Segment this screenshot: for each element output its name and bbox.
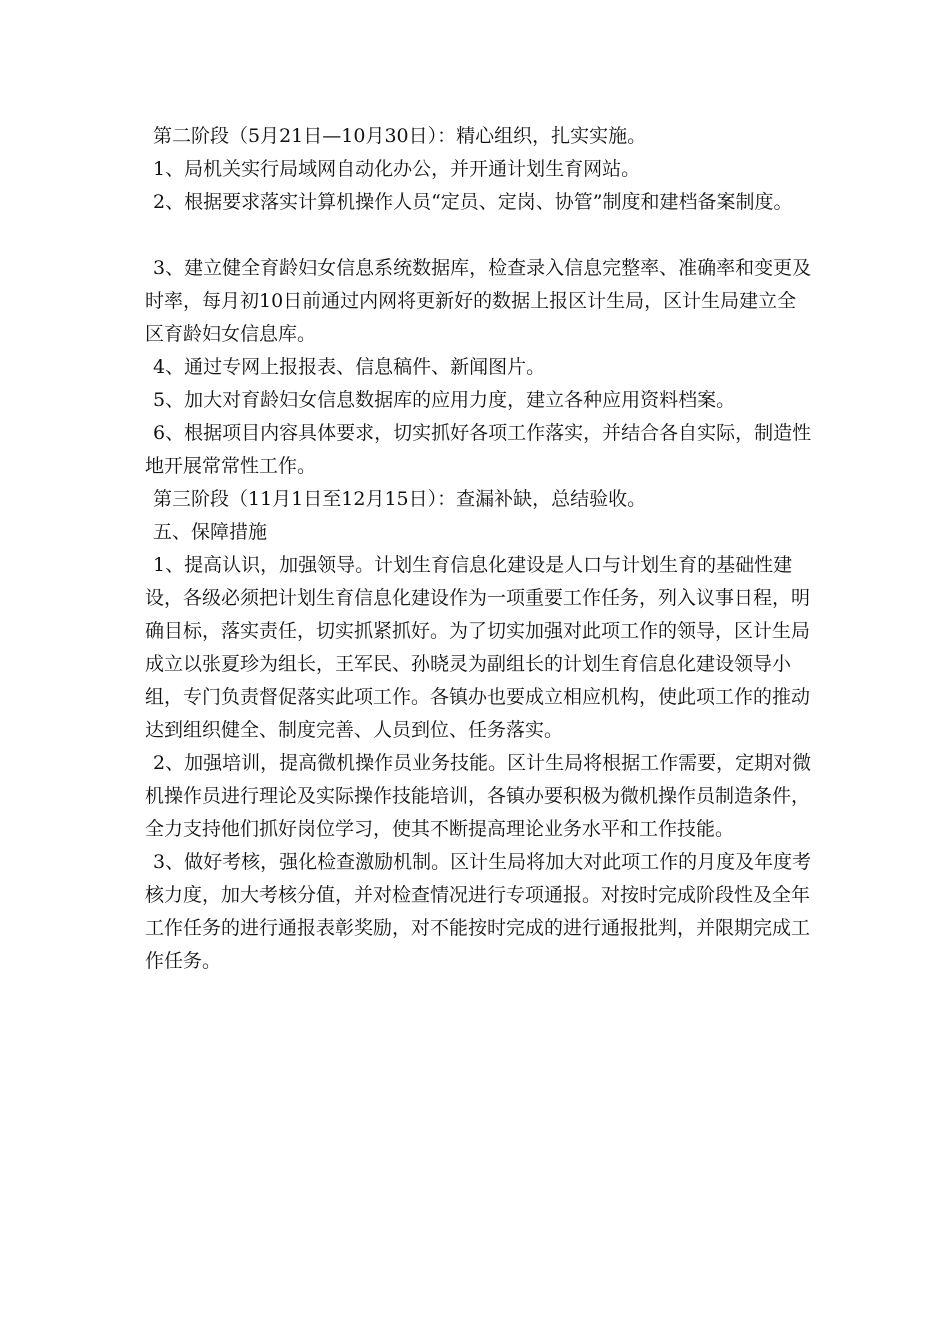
phase-three-heading: 第三阶段（11月1日至12月15日）：查漏补缺，总结验收。 <box>153 488 647 510</box>
list-item: 1、提高认识，加强领导。计划生育信息化建设是人口与计划生育的基础性建设，各级必须把计划生育信息化建设作为一项重要工作任务，列入议事日程，明确目标，落实责任，切实抓紧抓好。为了切实加强对此项工作的领导，区计生局成立以张夏珍为组长，王军民、孙晓灵为副组长的计划生育信息化建设领导小组，专门负责督促落实此项工作。各镇办也要成立相应机构，使此项工作的推动达到组织健全、制度完善、人员到位、任务落实。 <box>145 554 811 741</box>
list-item: 3、做好考核，强化检查激励机制。区计生局将加大对此项工作的月度及年度考核力度，加大考核分值，并对检查情况进行专项通报。对按时完成阶段性及全年工作任务的进行通报表彰奖励，对不能按时完成的进行通报批判，并限期完成工作任务。 <box>145 851 812 972</box>
list-item: 4、通过专网上报报表、信息稿件、新闻图片。 <box>153 356 546 378</box>
list-item: 1、局机关实行局域网自动化办公，并开通计划生育网站。 <box>153 158 641 180</box>
list-item: 5、加大对育龄妇女信息数据库的应用力度，建立各种应用资料档案。 <box>153 389 736 411</box>
list-item: 3、建立健全育龄妇女信息系统数据库，检查录入信息完整率、准确率和变更及时率，每月初10日前通过内网将更新好的数据上报区计生局，区计生局建立全区育龄妇女信息库。 <box>145 257 812 345</box>
list-item: 2、根据要求落实计算机操作人员“定员、定岗、协管”制度和建档备案制度。 <box>153 191 793 213</box>
document-body <box>145 120 815 978</box>
list-item: 2、加强培训，提高微机操作员业务技能。区计生局将根据工作需要，定期对微机操作员进行理论及实际操作技能培训，各镇办要积极为微机操作员制造条件，全力支持他们抓好岗位学习，使其不断提高理论业务水平和工作技能。 <box>145 752 812 840</box>
section-heading: 五、保障措施 <box>153 521 268 543</box>
blank-line <box>145 219 815 252</box>
list-item: 6、根据项目内容具体要求，切实抓好各项工作落实，并结合各自实际，制造性地开展常常性工作。 <box>145 422 812 477</box>
phase-two-heading: 第二阶段（5月21日—10月30日）：精心组织，扎实实施。 <box>153 125 647 147</box>
